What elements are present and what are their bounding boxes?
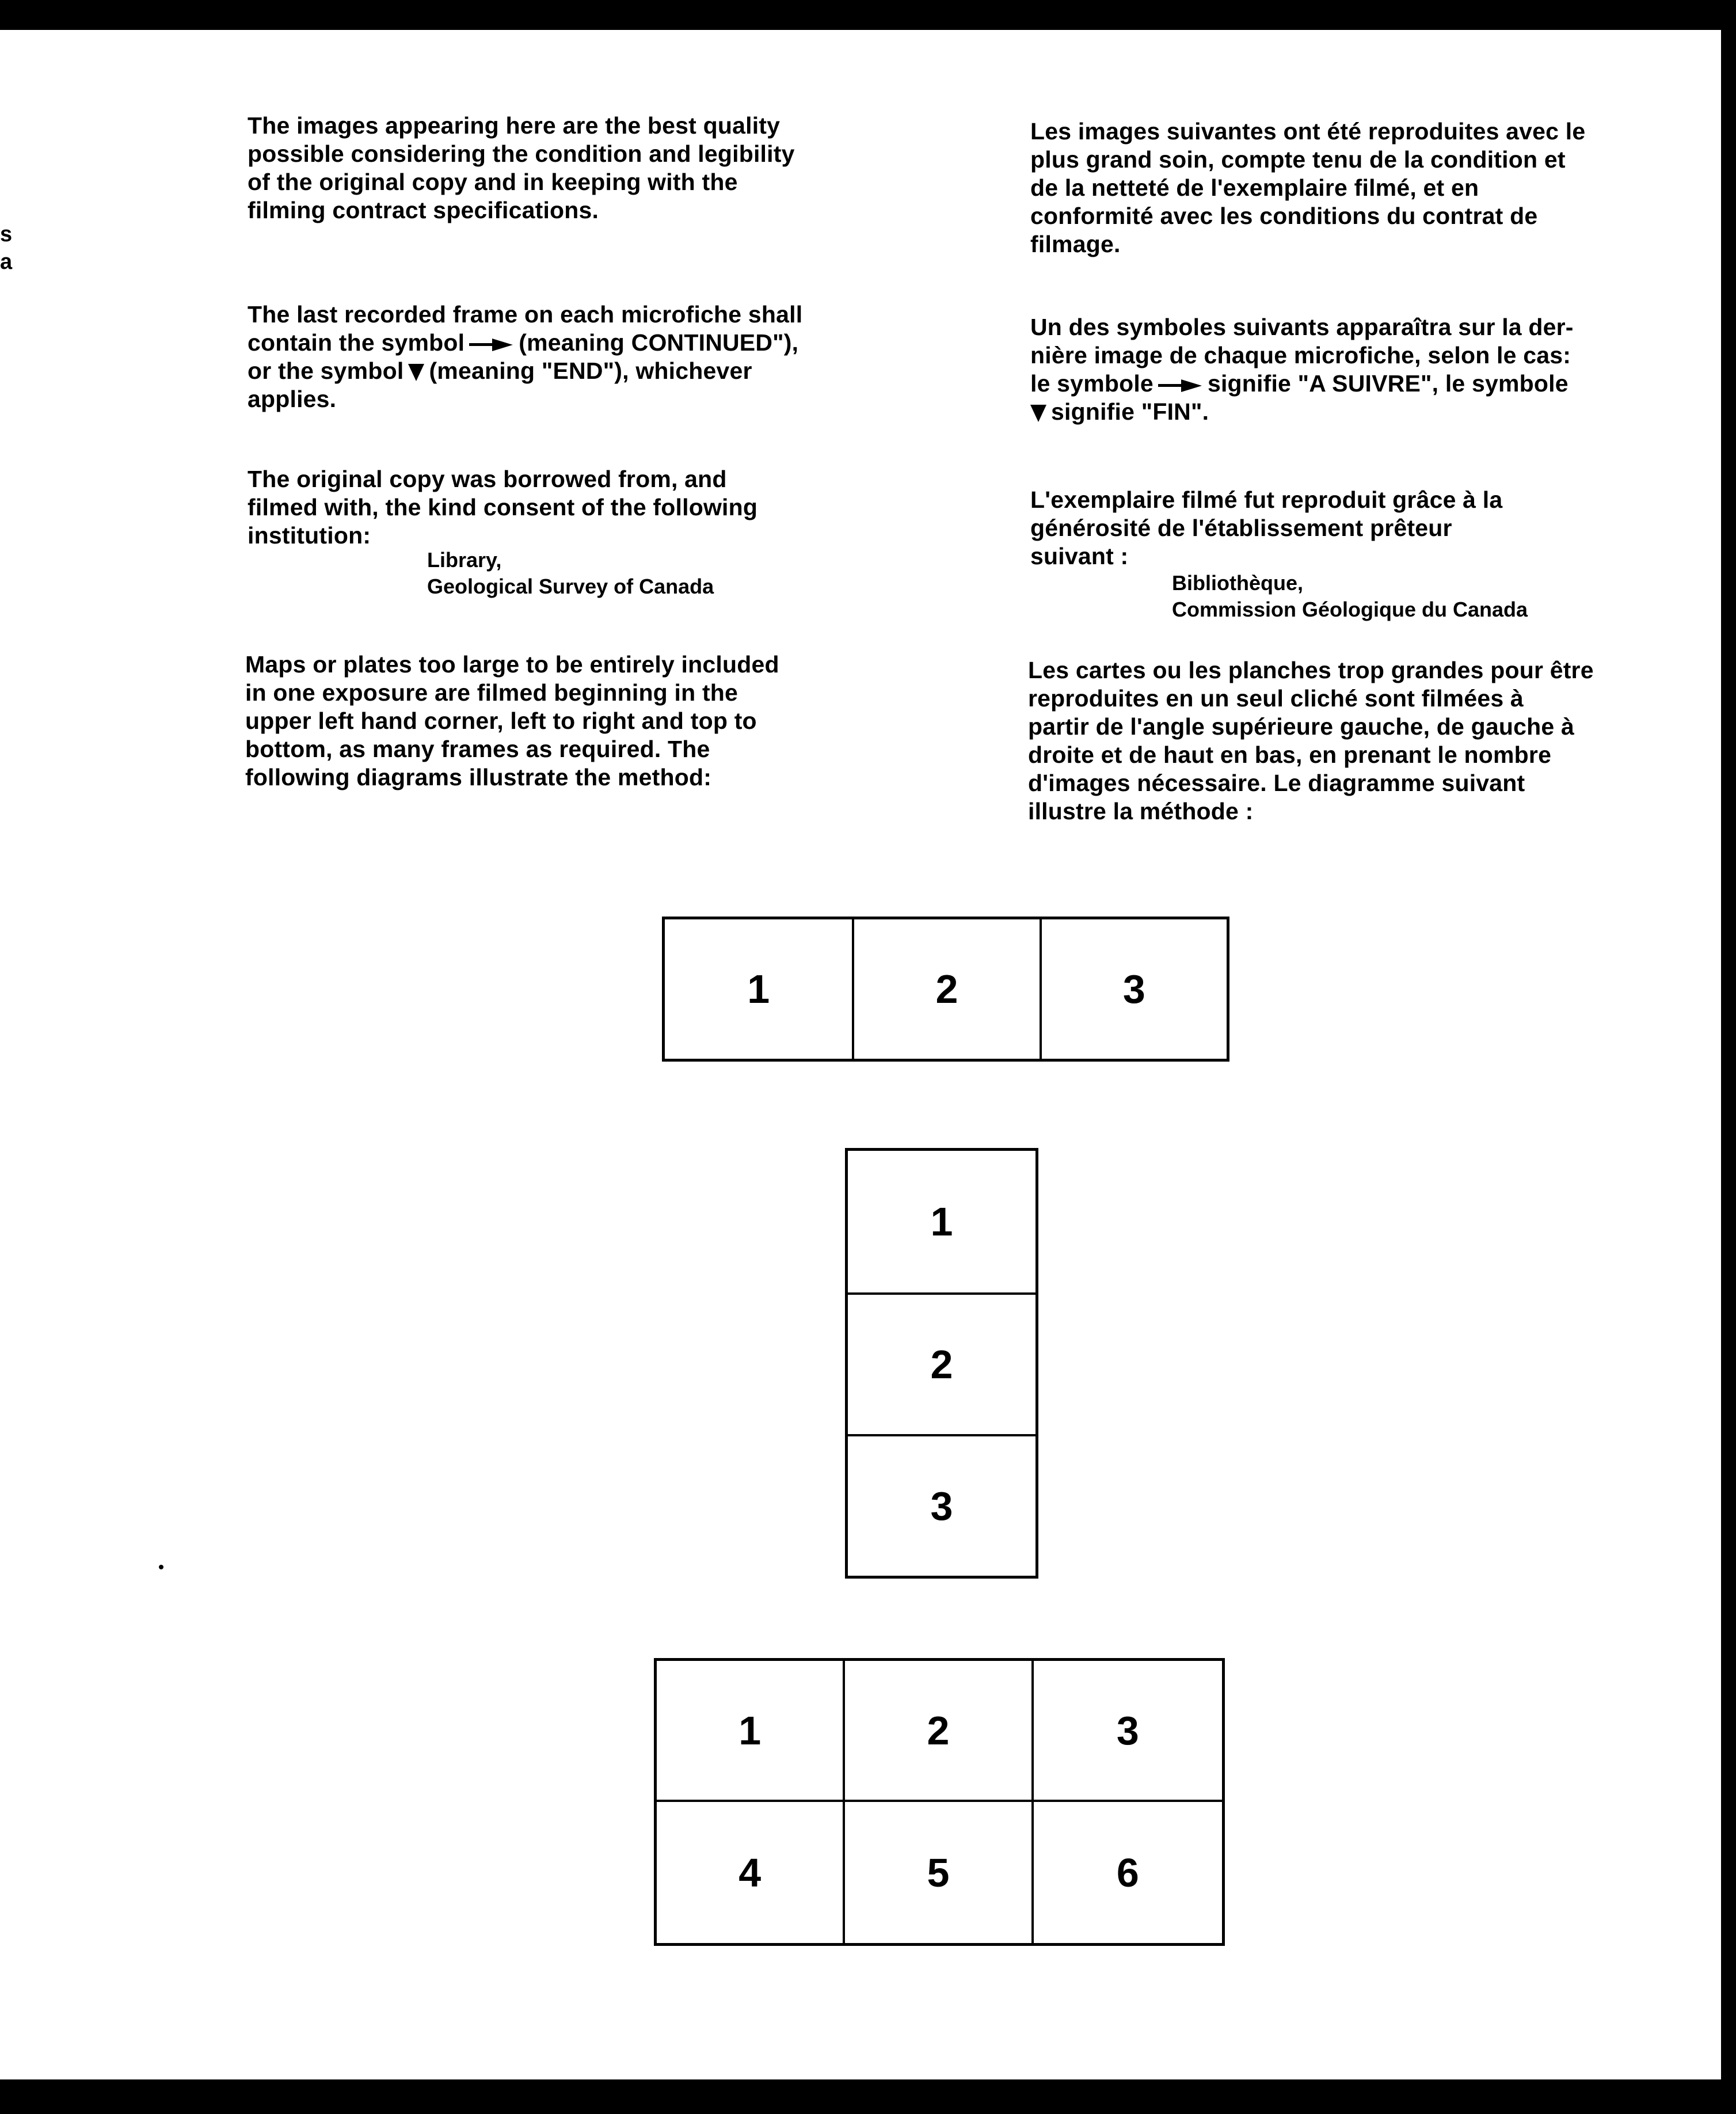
scan-border-top [0,0,1736,30]
text-line: following diagrams illustrate the method: [245,764,712,790]
text-line: in one exposure are filmed beginning in the [245,679,738,706]
text-line: Les images suivantes ont été reproduites avec le [1030,118,1586,145]
text-line: Un des symboles suivants apparaîtra sur la der- [1030,314,1574,340]
text-line: filming contract specifications. [248,197,599,223]
text-line: L'exemplaire filmé fut reproduit grâce à la [1030,486,1503,513]
previous-page-fragment: a [0,250,13,274]
text-line: plus grand soin, compte tenu de la condition et [1030,146,1566,173]
french-maps-paragraph [1028,656,1594,826]
text-line [1030,398,1574,426]
frame-cell: 1 [930,1199,953,1244]
text-segment: signifie "FIN". [1051,398,1209,425]
scan-border-right [1721,0,1736,2114]
text-line: institution: [248,522,371,549]
text-line: upper left hand corner, left to right and top to [245,708,757,734]
text-line: illustre la méthode : [1028,798,1254,824]
diagram-vertical-three-frames [845,1148,1038,1579]
text-line: applies. [248,386,337,412]
frame-cell: 2 [848,1292,1035,1434]
text-line: nière image de chaque microfiche, selon le cas: [1030,342,1571,368]
text-line: de la netteté de l'exemplaire filmé, et en [1030,174,1479,201]
frame-cell: 2 [852,919,1039,1059]
fin-triangle-icon [1030,405,1046,422]
frame-cell: 3 [1040,919,1227,1059]
text-line [248,357,802,385]
text-line: suivant : [1030,543,1129,569]
french-symbol-paragraph [1030,313,1574,426]
text-line: The images appearing here are the best quality [248,112,781,139]
text-line: Les cartes ou les planches trop grandes pour être [1028,657,1594,683]
diagram-horizontal-three-frames [662,917,1229,1062]
text-line: Bibliothèque, [1172,571,1303,595]
scan-border-bottom [0,2079,1736,2114]
text-line: Library, [427,548,502,572]
text-line: possible considering the condition and legibility [248,140,795,167]
frame-cell: 3 [848,1434,1035,1576]
english-institution [427,547,714,600]
diagram-grid-six-frames [654,1658,1225,1946]
text-line: filmed with, the kind consent of the following [248,494,758,520]
text-segment: contain the symbol [248,329,465,356]
continued-arrow-icon [469,339,514,350]
text-line: of the original copy and in keeping with the [248,169,738,195]
frame-cell: 6 [1116,1850,1139,1895]
text-line: partir de l'angle supérieure gauche, de gauche à [1028,713,1574,740]
english-maps-paragraph [245,651,779,792]
text-line: Maps or plates too large to be entirely included [245,651,779,678]
english-quality-paragraph [248,112,795,225]
text-segment: (meaning CONTINUED"), [519,329,799,356]
english-source-paragraph [248,465,757,550]
text-line [1030,370,1574,398]
text-segment: signifie "A SUIVRE", le symbole [1207,370,1569,397]
text-line: bottom, as many frames as required. The [245,736,710,762]
frame-cell: 1 [747,967,770,1012]
french-institution [1172,570,1528,623]
frame-cell: 3 [1034,1661,1222,1802]
text-line [248,329,802,357]
previous-page-fragment: s [0,222,13,246]
text-line: droite et de haut en bas, en prenant le nombre [1028,742,1552,768]
text-segment: le symbole [1030,370,1153,397]
page-gutter [136,30,160,2079]
text-line: reproduites en un seul cliché sont filmées à [1028,685,1524,712]
text-line: The last recorded frame on each microfiche shall [248,301,803,328]
text-line: conformité avec les conditions du contrat de [1030,203,1538,229]
frame-cell: 5 [845,1802,1033,1943]
french-source-paragraph [1030,486,1502,571]
text-line: filmage. [1030,231,1121,257]
frame-cell: 1 [657,1661,845,1802]
french-quality-paragraph [1030,117,1585,258]
scan-speck [159,1565,163,1569]
text-line: Geological Survey of Canada [427,575,714,598]
text-line: Commission Géologique du Canada [1172,598,1528,621]
a-suivre-arrow-icon [1158,379,1203,391]
text-line: The original copy was borrowed from, and [248,466,727,492]
english-symbol-paragraph [248,301,802,413]
text-segment: (meaning "END"), whichever [429,358,752,384]
text-line: générosité de l'établissement prêteur [1030,515,1452,541]
previous-page-edge [0,30,136,2079]
frame-cell: 2 [845,1661,1033,1802]
text-line: d'images nécessaire. Le diagramme suivant [1028,770,1525,796]
end-triangle-icon [408,364,424,381]
text-segment: or the symbol [248,358,404,384]
frame-cell: 4 [657,1802,845,1943]
